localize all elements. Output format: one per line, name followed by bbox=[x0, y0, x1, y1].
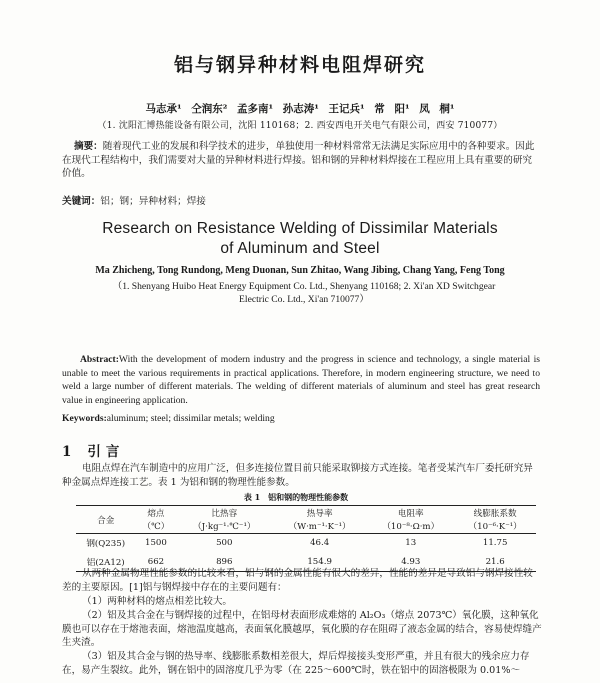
section-heading bbox=[62, 440, 124, 460]
header-melting-point: 熔点 bbox=[147, 508, 165, 519]
header-thermal-conductivity: 热导率 bbox=[306, 508, 333, 519]
en-keywords-label: Keywords: bbox=[62, 413, 107, 424]
en-keywords-text: aluminum; steel; dissimilar metals; welding bbox=[106, 413, 275, 424]
table-cell: 154.9 bbox=[307, 556, 332, 567]
en-abstract-text: With the development of modern industry and the progress in science and technology, a single material is unable to meet the various requirements in practical applications. Therefore, in modern engineering structure, we need to weld a large number of different materials. The welding of different materials of aluminum and steel has great research value in engineering application. bbox=[62, 354, 540, 407]
unit-resistivity: （10⁻⁸·Ω·m） bbox=[382, 522, 440, 533]
table-header-row-1 bbox=[76, 506, 536, 520]
header-alloy: 合金 bbox=[97, 515, 115, 526]
header-resistivity: 电阻率 bbox=[397, 508, 424, 519]
section-title: 引言 bbox=[87, 444, 125, 460]
en-title-line2: of Aluminum and Steel bbox=[220, 240, 380, 257]
table-caption-number: 表 1 bbox=[243, 492, 261, 502]
en-authors: Ma Zhicheng, Tong Rundong, Meng Duonan, Sun Zhitao, Wang Jibing, Chang Yang, Feng Tong bbox=[95, 265, 505, 276]
table-caption bbox=[0, 492, 600, 503]
table-header-row-2 bbox=[76, 520, 536, 534]
en-abstract-label: Abstract: bbox=[80, 354, 119, 365]
unit-expansion: （10⁻⁶·K⁻¹） bbox=[468, 522, 522, 533]
table-cell: 896 bbox=[216, 556, 233, 567]
table-caption-text: 铝和钢的物理性能参数 bbox=[268, 492, 349, 502]
cn-title: 铝与钢异种材料电阻焊研究 bbox=[173, 54, 426, 76]
en-affil-line2: Electric Co. Ltd., Xi'an 710077） bbox=[239, 294, 369, 305]
cn-abstract-text: 随着现代工业的发展和科学技术的进步，单独使用一种材料常常无法满足实际应用中的各种要求。因此在现代工程结构中，我们需要对大量的异种材料进行焊接。铝和钢的异种材料焊接在工程应用上具有重要的研究价值。 bbox=[62, 141, 535, 180]
en-affiliation bbox=[70, 280, 538, 306]
en-keywords bbox=[62, 413, 540, 424]
en-abstract bbox=[62, 353, 540, 408]
en-title bbox=[0, 219, 600, 259]
body-paragraph-2: 从两种金属物理性能参数的比较来看，铝与钢的金属性能有很大的差异，性能的差异是导致铝与钢焊接性较差的主要原因。[1]铝与钢焊接中存在的主要问题有： bbox=[62, 568, 533, 593]
en-affil-line1: （1. Shenyang Huibo Heat Energy Equipment Co. Ltd., Shenyang 110168; 2. Xi'an XD Switchgear bbox=[112, 281, 496, 292]
header-specific-heat: 比热容 bbox=[211, 508, 238, 519]
table-cell: 21.6 bbox=[485, 556, 505, 567]
table-cell: 11.75 bbox=[482, 538, 508, 549]
unit-melting-point: （℃） bbox=[142, 522, 170, 533]
cn-abstract-label: 摘要： bbox=[74, 141, 103, 152]
section-number: 1 bbox=[62, 444, 72, 460]
unit-specific-heat: （J·kg⁻¹·℃⁻¹） bbox=[193, 522, 256, 533]
table-cell: 钢(Q235) bbox=[86, 539, 126, 550]
cn-authors: 马志承¹ 仝润东² 孟多南¹ 孙志涛¹ 王记兵¹ 常 阳¹ 凤 桐¹ bbox=[145, 103, 455, 115]
table-cell: 铝(2A12) bbox=[86, 557, 125, 568]
table-cell: 13 bbox=[405, 538, 417, 549]
body-paragraph-4: （2）铝及其合金在与钢焊接的过程中，在铝母材表面形成难熔的 Al₂O₃（熔点 2073℃）氧化膜，这种氧化膜也可以存在于熔池表面，熔池温度越高，表面氧化膜越厚，氧化膜的存在阻碍了液态金属的结合，容易使焊缝产生夹渣。 bbox=[62, 610, 542, 649]
table-cell: 1500 bbox=[145, 538, 167, 549]
table-cell: 500 bbox=[216, 538, 233, 549]
unit-thermal-conductivity: （W·m⁻¹·K⁻¹） bbox=[288, 522, 351, 533]
cn-keywords bbox=[62, 193, 540, 207]
body-paragraph-3: （1）两种材料的熔点相差比较大。 bbox=[82, 596, 233, 607]
en-title-line1: Research on Resistance Welding of Dissimilar Materials bbox=[102, 220, 498, 237]
cn-keywords-label: 关键词： bbox=[62, 196, 101, 207]
cn-affiliation: （1. 沈阳汇博热能设备有限公司，沈阳 110168；2. 西安西电开关电气有限公司，西安 710077） bbox=[97, 121, 503, 131]
table-cell: 4.93 bbox=[401, 556, 421, 567]
cn-keywords-text: 铝；钢；异种材料；焊接 bbox=[100, 196, 206, 207]
table-cell: 46.4 bbox=[310, 538, 330, 549]
intro-paragraph: 电阻点焊在汽车制造中的应用广泛，但多连接位置目前只能采取铆接方式连接。笔者受某汽车厂委托研究异种金属点焊连接工艺。表 1 为铝和钢的物理性能参数。 bbox=[62, 463, 533, 488]
table-row bbox=[76, 534, 536, 553]
properties-table bbox=[76, 505, 536, 572]
cn-abstract bbox=[62, 140, 540, 181]
body-paragraph-5: （3）铝及其合金与钢的热导率、线膨胀系数相差很大，焊后焊接接头变形严重，并且有很大的残余应力存在，易产生裂纹。此外，钢在铝中的固溶度几乎为零（在 225～600℃时，铁在铝中的固溶极限为 0.01%～ bbox=[62, 651, 530, 676]
header-expansion: 线膨胀系数 bbox=[473, 508, 517, 519]
table-cell: 662 bbox=[147, 556, 165, 567]
